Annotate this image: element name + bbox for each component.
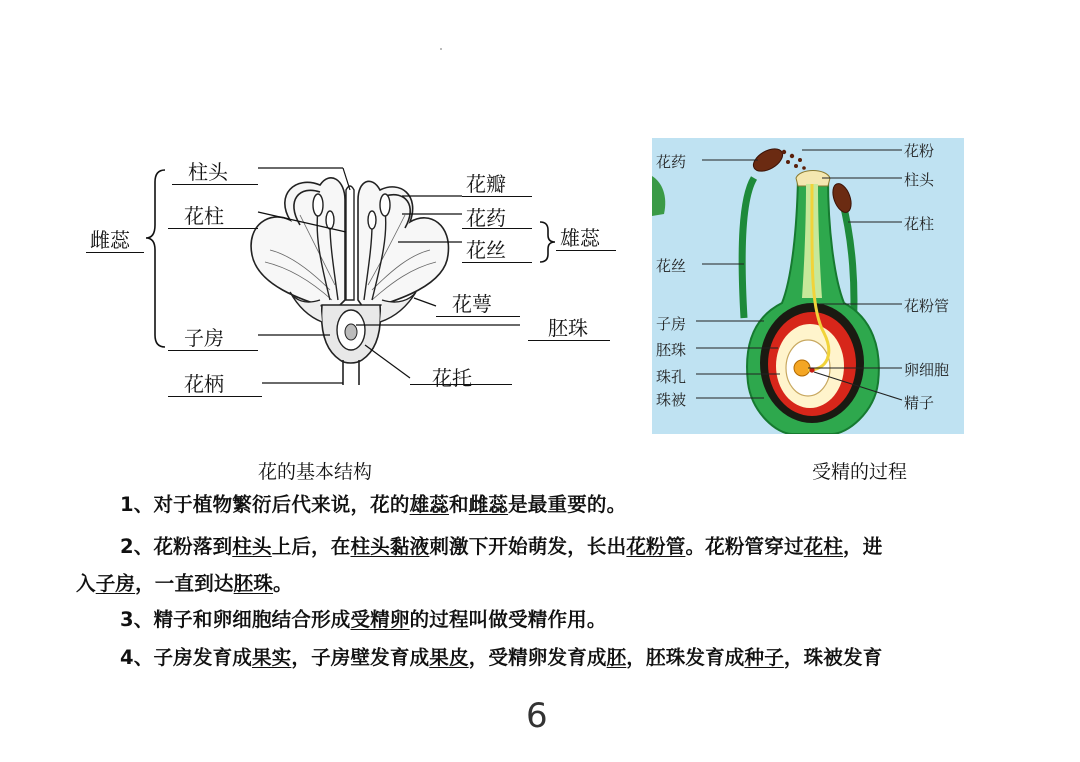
fert-label-stigma: 柱头	[904, 171, 935, 189]
label-ovary: 子房	[184, 326, 224, 350]
underline	[462, 228, 532, 229]
label-ovule: 胚珠	[548, 316, 588, 340]
label-pedicel: 花柄	[184, 372, 224, 396]
label-sepal: 花萼	[452, 292, 492, 316]
paragraph-3: 3、精子和卵细胞结合形成受精卵的过程叫做受精作用。	[120, 608, 607, 631]
label-stigma: 柱头	[188, 160, 228, 184]
underline	[436, 316, 520, 317]
label-anther: 花药	[466, 206, 506, 230]
fert-label-integument: 珠被	[656, 391, 687, 409]
page-number: 6	[526, 696, 548, 736]
fert-label-micropyle: 珠孔	[656, 368, 687, 386]
label-stamen: 雄蕊	[560, 226, 600, 250]
label-style: 花柱	[184, 204, 224, 228]
paragraph-4: 4、子房发育成果实，子房壁发育成果皮，受精卵发育成胚，胚珠发育成种子，珠被发育	[120, 646, 883, 669]
underline	[168, 228, 258, 229]
fert-label-egg-cell: 卵细胞	[904, 361, 950, 379]
label-pistil: 雌蕊	[90, 228, 130, 252]
fertilization-diagram-caption: 受精的过程	[812, 461, 908, 483]
underline	[462, 196, 532, 197]
fert-label-sperm: 精子	[904, 394, 935, 412]
fert-label-ovule: 胚珠	[656, 341, 687, 359]
label-filament: 花丝	[466, 238, 506, 262]
paragraph-2: 2、花粉落到柱头上后，在柱头黏液刺激下开始萌发，长出花粉管。花粉管穿过花柱，进	[120, 535, 883, 558]
fert-label-anther: 花药	[656, 153, 687, 171]
label-petal: 花瓣	[466, 172, 506, 196]
underline	[168, 396, 262, 397]
fert-label-pollen-tube: 花粉管	[904, 297, 950, 315]
fert-label-filament: 花丝	[656, 257, 687, 275]
flower-diagram-caption: 花的基本结构	[258, 461, 373, 483]
fert-label-ovary: 子房	[656, 315, 687, 333]
underline	[168, 350, 258, 351]
underline	[556, 250, 616, 251]
underline	[86, 252, 144, 253]
paragraph-2-continued: 入子房，一直到达胚珠。	[76, 572, 293, 595]
underline	[462, 262, 532, 263]
paragraph-1: 1、对于植物繁衍后代来说，花的雄蕊和雌蕊是最重要的。	[120, 493, 627, 516]
underline	[410, 384, 512, 385]
fert-label-style: 花柱	[904, 215, 935, 233]
label-receptacle: 花托	[432, 366, 472, 390]
underline	[172, 184, 258, 185]
underline	[528, 340, 610, 341]
fert-label-pollen: 花粉	[904, 142, 935, 160]
